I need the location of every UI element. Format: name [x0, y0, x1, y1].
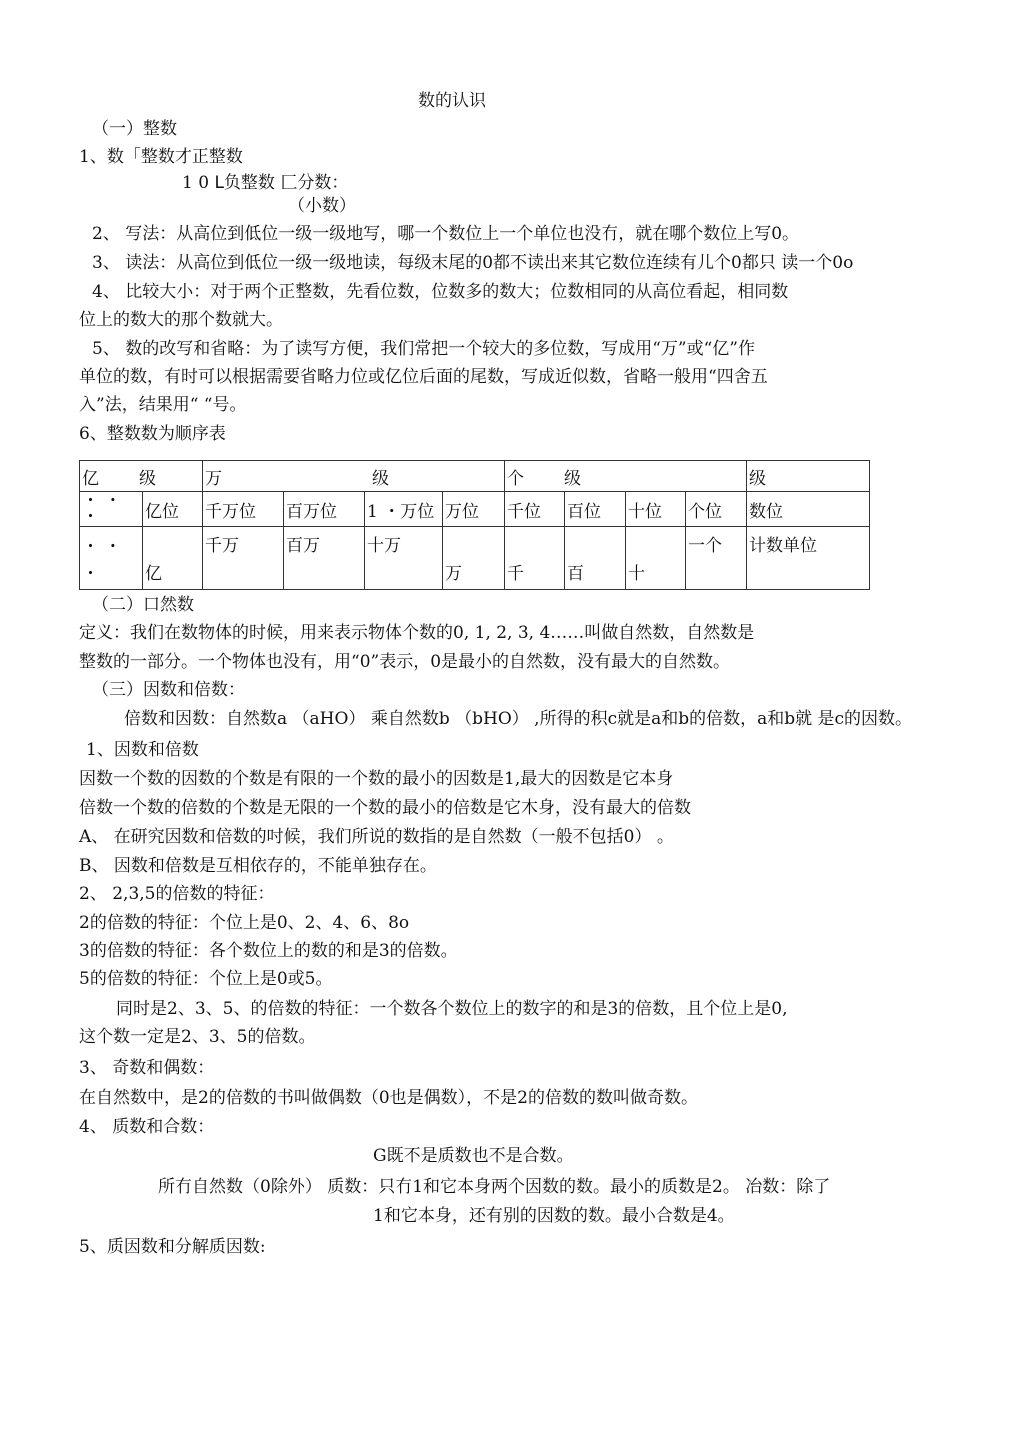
place-value-table [79, 460, 870, 590]
section-heading-natural: （二）口然数 [92, 595, 194, 615]
sub-heading-4: 4、 质数和合数： [79, 1117, 215, 1137]
cell-qianwei: 千位 [505, 492, 565, 527]
level-ge: 个 级 [505, 461, 747, 492]
sub-heading-3: 3、 奇数和偶数： [79, 1058, 215, 1078]
item-6-table-caption: 6、整数数为顺序表 [79, 424, 226, 444]
sub-heading-5: 5、质因数和分解质因数: [79, 1237, 266, 1257]
prime-line-c: 1和它本身，还有别的因数的数。最小合数是4。 [373, 1206, 735, 1226]
item-2-writing: 2、 写法：从高位到低位一级一级地写，哪一个数位上一个单位也没冇，就在哪个数位上写0。 [92, 224, 800, 244]
cell-shiwei: 十位 [626, 492, 686, 527]
cell-qianwan: 千万 [203, 527, 284, 590]
cell-qianwanwei: 千万位 [203, 492, 284, 527]
item-4-compare-a: 4、 比较大小：对于两个正整数，先看位数，位数多的数大；位数相同的从高位看起，相同数 [92, 282, 789, 302]
multiple-line: 倍数一个数的倍数的个数是无限的一个数的最小的倍数是它木身，没有最大的倍数 [79, 798, 691, 818]
definition-line-a: 定义：我们在数物体的时候，用来表示物体个数的0, 1, 2, 3, 4……叫做自然数，自然数是 [79, 623, 755, 643]
feature-3: 3的倍数的特征：各个数位上的数的和是3的倍数。 [79, 941, 458, 961]
cell-shuwei: 数位 [747, 492, 870, 527]
cell-shiwanwei: 1 ・万位 [365, 492, 443, 527]
cell-dots-2: ・ ・ ・ [80, 527, 143, 590]
level-last: 级 [747, 461, 870, 492]
cell-baiwanwei: 百万位 [284, 492, 365, 527]
cell-gewei: 个位 [686, 492, 747, 527]
cell-baiwei: 百位 [565, 492, 626, 527]
item-1-line-a: 1、数「整数才正整数 [79, 147, 243, 167]
level-wan: 万 级 [203, 461, 505, 492]
prime-line-b: 所冇自然数（0除外） 质数：只冇1和它本身两个因数的数。最小的质数是2。 冶数：除了 [158, 1177, 831, 1197]
item-1-line-b: 1 0 ᒪ负整数 匚分数： [182, 173, 349, 193]
section-heading-factors: （三）因数和倍数： [92, 680, 245, 700]
odd-even-line: 在自然数中，是2的倍数的书叫做偶数（0也是偶数），不是2的倍数的数叫做奇数。 [79, 1088, 698, 1108]
definition-line-b: 整数的一部分。一个物体也没有，用“0”表示，0是最小的自然数，没有最大的自然数。 [79, 652, 731, 672]
cell-bai: 百 [565, 527, 626, 590]
cell-qian: 千 [505, 527, 565, 590]
feature-5: 5的倍数的特征：个位上是0或5。 [79, 969, 333, 989]
cell-yige: 一个 [686, 527, 747, 590]
feature-235-b: 这个数一定是2、3、5的倍数。 [79, 1027, 316, 1047]
table-row-places [80, 492, 870, 527]
cell-yi: 亿 [143, 527, 203, 590]
feature-235-a: 同时是2、3、5、的倍数的特征：一个数各个数位上的数字的和是3的倍数，且个位上是0, [116, 999, 788, 1019]
level-yi: 亿 级 [80, 461, 203, 492]
sub-heading-1: 1、因数和倍数 [86, 740, 199, 760]
table-row-levels [80, 461, 870, 492]
cell-shiwan: 十万 [365, 527, 443, 590]
factor-multiple-definition: 倍数和因数：自然数a （aHO） 乘自然数b （bHO） ,所得的积c就是a和b的倍数，a和b就 是c的因数。 [124, 709, 913, 729]
feature-2: 2的倍数的特征：个位上是0、2、4、6、8o [79, 913, 410, 933]
item-3-reading: 3、 读法：从高位到低位一级一级地读，每级末尾的0都不读出来其它数位连续有儿个0都只 读一个0o [92, 253, 854, 273]
item-5-rewrite-a: 5、 数的改写和省略：为了读写方便，我们常把一个较大的多位数，写成用“万”或“亿”作 [92, 339, 755, 359]
factor-line: 因数一个数的因数的个数是有限的一个数的最小的因数是1,最大的因数是它本身 [79, 769, 674, 789]
prime-line-a: G既不是质数也不是合数。 [373, 1146, 574, 1166]
page-title: 数的认识 [418, 91, 486, 111]
cell-jishu: 计数单位 [747, 527, 870, 590]
cell-wan: 万 [443, 527, 505, 590]
cell-baiwan: 百万 [284, 527, 365, 590]
section-heading-integers: （一）整数 [92, 119, 177, 139]
item-5-rewrite-b: 单位的数，有时可以根据需要省略力位或亿位后面的尾数，写成近似数，省略一般用“四舍五 [79, 367, 768, 387]
item-1-line-c: （小数） [288, 196, 356, 216]
cell-yiwei: 亿位 [143, 492, 203, 527]
sub-heading-2: 2、 2,3,5的倍数的特征： [79, 884, 275, 904]
cell-dots: ・ ・ ・ [80, 492, 143, 527]
item-5-rewrite-c: 入”法，结果用“ “号。 [79, 395, 247, 415]
note-a: A、 在研究因数和倍数的吋候，我们所说的数指的是自然数（一般不包括0） 。 [79, 827, 674, 847]
cell-shi: 十 [626, 527, 686, 590]
cell-wanwei: 万位 [443, 492, 505, 527]
item-4-compare-b: 位上的数大的那个数就大。 [79, 310, 283, 330]
table-row-units [80, 527, 870, 590]
note-b: B、 因数和倍数是互相依存的，不能单独存在。 [79, 856, 437, 876]
